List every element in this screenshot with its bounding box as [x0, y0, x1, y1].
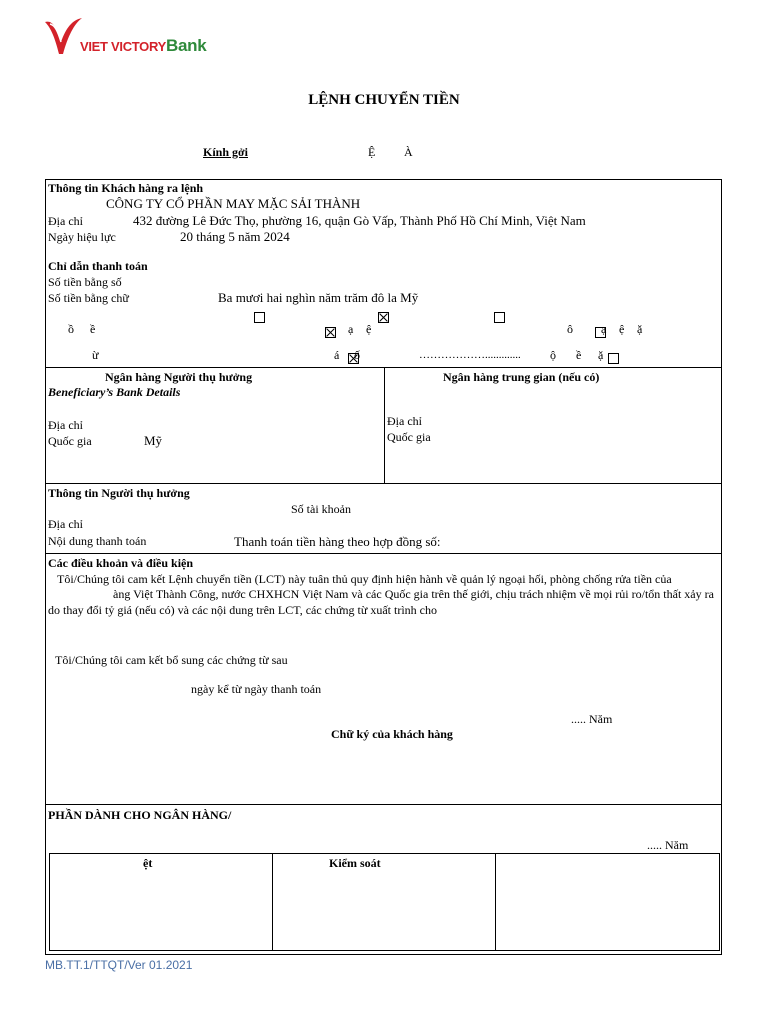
amount-words: Ba mươi hai nghìn năm trăm đô la Mỹ	[218, 290, 419, 305]
form-code-footer: MB.TT.1/TTQT/Ver 01.2021	[45, 958, 193, 972]
greeting-label: Kính gởi	[203, 145, 248, 159]
amount-words-label: Số tiền bằng chữ	[48, 291, 129, 305]
option-text-6c: ặ	[598, 348, 604, 362]
divider-3	[45, 553, 722, 554]
bank-table-divider-1	[272, 853, 273, 951]
option-text-6b: ề	[576, 348, 582, 362]
effective-date: 20 tháng 5 năm 2024	[180, 229, 290, 244]
bank-divider	[384, 367, 385, 483]
option-text-3c: ệ	[619, 322, 625, 336]
checkbox-1[interactable]	[254, 312, 265, 323]
beneficiary-bank-address-label: Địa chỉ	[48, 418, 83, 432]
payment-content: Thanh toán tiền hàng theo hợp đồng số:	[234, 534, 441, 549]
days-text: ngày kể từ ngày thanh toán	[191, 682, 322, 696]
customer-year: ..... Năm	[571, 712, 613, 726]
bank-logo	[44, 16, 234, 60]
option-text-2b: ệ	[366, 322, 372, 336]
amount-number-label: Số tiền bằng số	[48, 275, 122, 289]
bank-col-1-label: ệt	[143, 856, 153, 870]
terms-line-2: àng Việt Thành Công, nước CHXHCN Việt Nam và các Quốc gia trên thế giới, chịu trách nhiệm về mọi rủi ro/tổn thất xảy ra	[113, 587, 714, 601]
terms-header: Các điều khoản và điều kiện	[48, 556, 194, 570]
beneficiary-bank-country-label: Quốc gia	[48, 434, 92, 448]
option-text-3a: ô	[567, 322, 573, 336]
option-text-2a: ạ	[348, 322, 354, 336]
account-number-label: Số tài khoản	[291, 502, 351, 516]
bank-table-divider-2	[495, 853, 496, 951]
customer-company: CÔNG TY CỔ PHẦN MAY MẶC SẢI THÀNH	[106, 196, 361, 211]
customer-header: Thông tin Khách hàng ra lệnh	[48, 181, 204, 195]
customer-address: 432 đường Lê Đức Thọ, phường 16, quận Gò Vấp, Thành Phố Hồ Chí Minh, Việt Nam	[133, 213, 586, 228]
bank-section-header: PHẦN DÀNH CHO NGÂN HÀNG/	[48, 808, 232, 822]
effective-date-label: Ngày hiệu lực	[48, 230, 116, 244]
beneficiary-bank-country: Mỹ	[144, 433, 163, 448]
logo-mark-icon	[44, 16, 84, 60]
option-text-5a: á	[334, 348, 340, 362]
supplement-text: Tôi/Chúng tôi cam kết bổ sung các chứng từ sau	[55, 653, 288, 667]
logo-wordmark: VIET VICTORYBank	[80, 36, 207, 55]
divider-4	[45, 804, 722, 805]
terms-line-3: do thay đổi tỷ giá (nếu có) và các nội dung trên LCT, các chứng từ xuất trình cho	[48, 603, 437, 617]
checkbox-3[interactable]	[494, 312, 505, 323]
option-text-6a: ộ	[550, 348, 556, 362]
option-text-3b: ạ	[601, 322, 607, 336]
intermediary-bank-country-label: Quốc gia	[387, 430, 431, 444]
beneficiary-bank-header: Ngân hàng Người thụ hưởng	[105, 370, 253, 384]
checkbox-7[interactable]	[608, 353, 619, 364]
dotted-fill: ……………….............	[419, 349, 521, 361]
bank-year: ..... Năm	[647, 838, 689, 852]
intermediary-bank-header: Ngân hàng trung gian (nếu có)	[443, 370, 600, 384]
divider-2	[45, 483, 722, 484]
intermediary-bank-address-label: Địa chỉ	[387, 414, 422, 428]
document-title: LỆNH CHUYỂN TIỀN	[308, 92, 460, 108]
option-text-4a: ừ	[92, 348, 99, 362]
terms-line-1: Tôi/Chúng tôi cam kết Lệnh chuyển tiền (LCT) này tuân thủ quy định hiện hành về quản lý ngoại hối, phòng chống rửa tiền của	[57, 572, 672, 586]
option-text-5b: ố	[354, 348, 360, 362]
option-text-1b: ề	[90, 322, 96, 336]
checkbox-2-checked[interactable]	[378, 312, 389, 323]
beneficiary-address-label: Địa chỉ	[48, 517, 83, 531]
greeting-fragment-2: À	[404, 145, 413, 159]
bank-col-2-label: Kiểm soát	[329, 856, 381, 870]
payment-content-label: Nội dung thanh toán	[48, 534, 147, 548]
greeting-fragment-1: Ệ	[368, 145, 376, 159]
checkbox-4-checked[interactable]	[325, 327, 336, 338]
beneficiary-header: Thông tin Người thụ hưởng	[48, 486, 190, 500]
customer-address-label: Địa chỉ	[48, 214, 83, 228]
option-text-3d: ặ	[637, 322, 643, 336]
option-text-1a: ồ	[68, 322, 74, 336]
customer-signature-label: Chữ ký của khách hàng	[331, 727, 453, 741]
beneficiary-bank-subheader: Beneficiary’s Bank Details	[48, 385, 181, 399]
payment-header: Chỉ dẫn thanh toán	[48, 259, 148, 273]
